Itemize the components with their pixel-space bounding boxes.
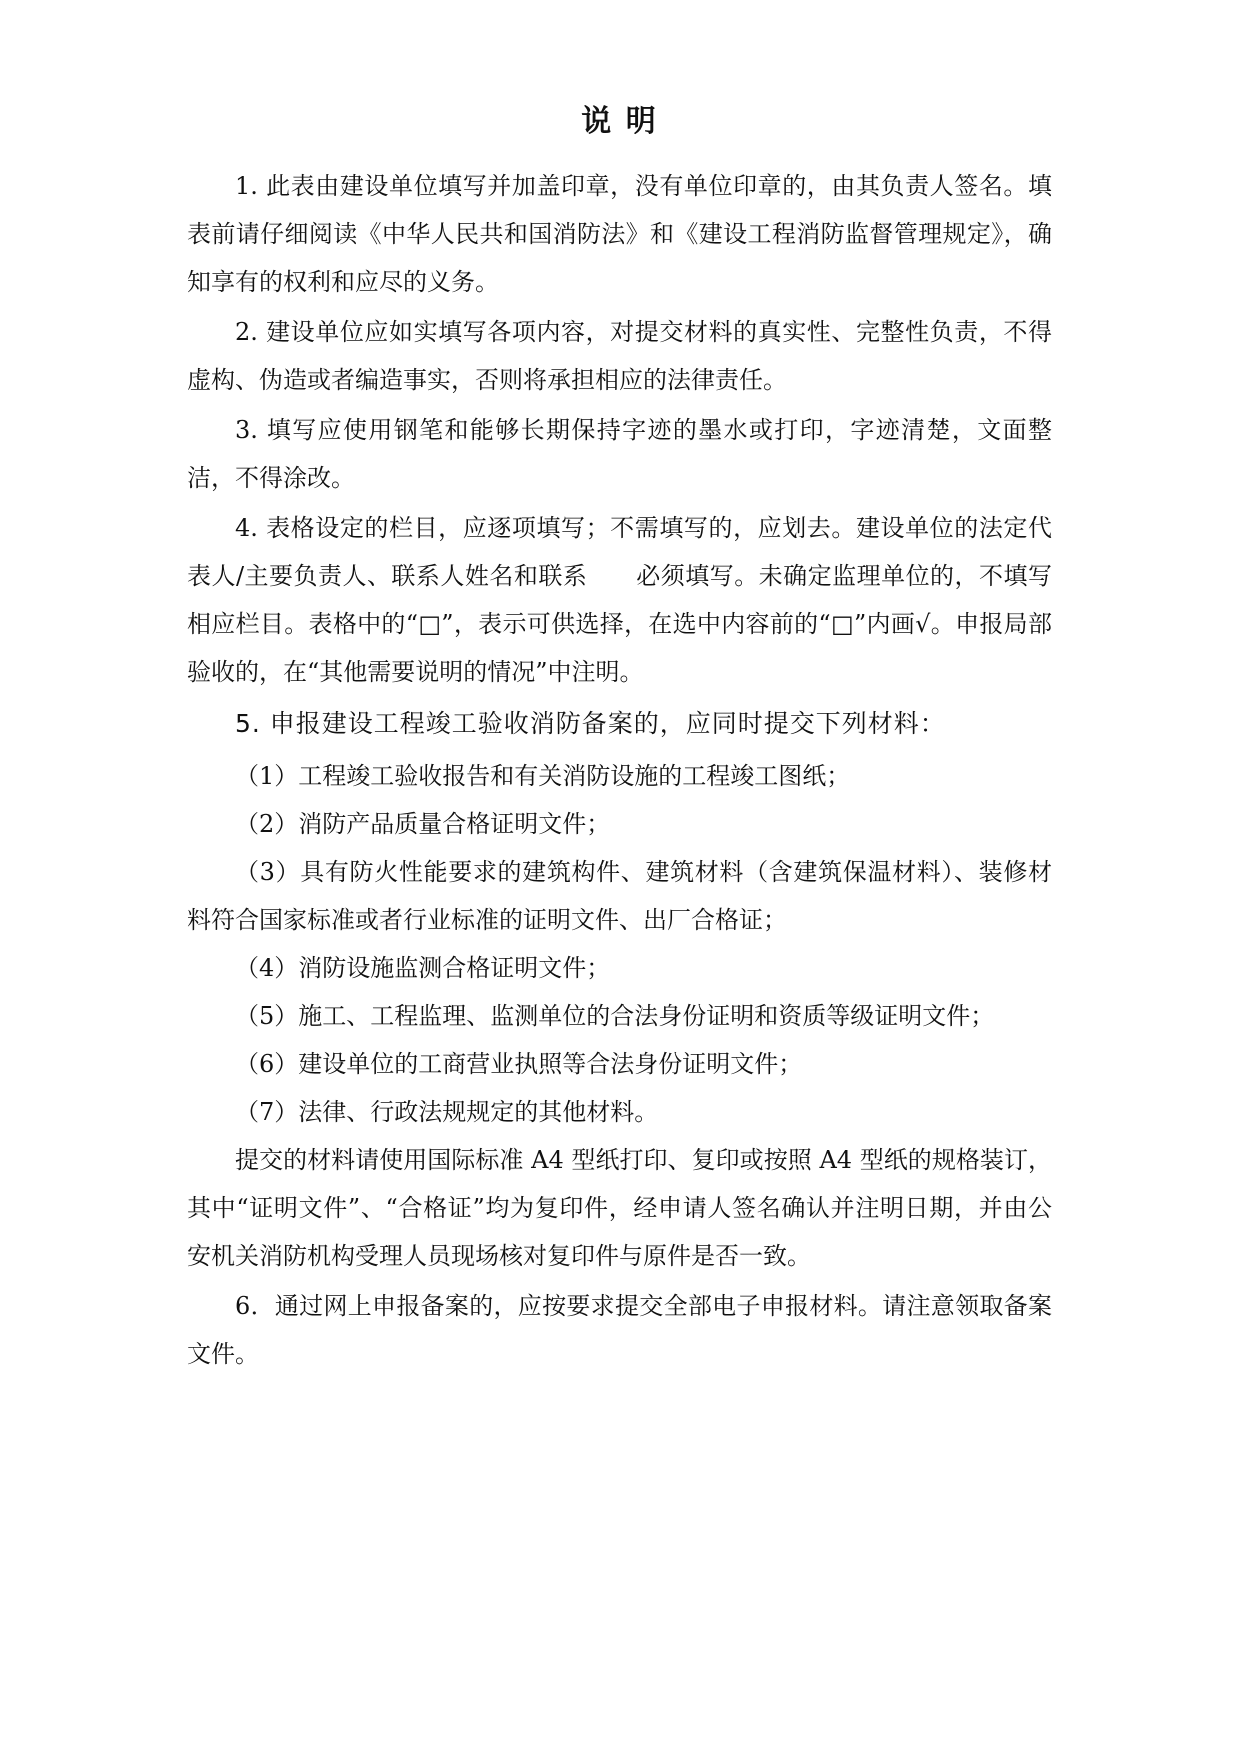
instruction-paragraph-4: 4. 表格设定的栏目，应逐项填写；不需填写的，应划去。建设单位的法定代表人/主要负责人、联系人姓名和联系 必须填写。未确定监理单位的，不填写相应栏目。表格中的“□”，表示可供选择，在选中内容前的“□”内画√。申报局部验收的，在“其他需要说明的情况”中注明。 — [187, 514, 1052, 686]
instruction-paragraph-2: 2. 建设单位应如实填写各项内容，对提交材料的真实性、完整性负责，不得虚构、伪造或者编造事实，否则将承担相应的法律责任。 — [187, 318, 1052, 394]
instruction-paragraph-6: 6．通过网上申报备案的，应按要求提交全部电子申报材料。请注意领取备案文件。 — [187, 1292, 1052, 1368]
instruction-paragraph-3: 3. 填写应使用钢笔和能够长期保持字迹的墨水或打印，字迹清楚，文面整洁，不得涂改。 — [187, 416, 1052, 492]
document-title: 说 明 — [581, 104, 658, 139]
materials-note-paragraph: 提交的材料请使用国际标准 A4 型纸打印、复印或按照 A4 型纸的规格装订，其中“证明文件”、“合格证”均为复印件，经申请人签名确认并注明日期，并由公安机关消防机构受理人员现场核对复印件与原件是否一致。 — [187, 1146, 1052, 1270]
list-item: （4）消防设施监测合格证明文件； — [235, 954, 611, 982]
materials-list — [187, 752, 1052, 1136]
list-item: （6）建设单位的工商营业执照等合法身份证明文件； — [235, 1050, 803, 1078]
document-content — [187, 100, 1052, 1380]
list-item: （7）法律、行政法规规定的其他材料。 — [235, 1098, 659, 1126]
instruction-paragraph-1: 1. 此表由建设单位填写并加盖印章，没有单位印章的，由其负责人签名。填表前请仔细阅读《中华人民共和国消防法》和《建设工程消防监督管理规定》，确知享有的权利和应尽的义务。 — [187, 172, 1052, 296]
list-item: （5）施工、工程监理、监测单位的合法身份证明和资质等级证明文件； — [235, 1002, 995, 1030]
list-item: （1）工程竣工验收报告和有关消防设施的工程竣工图纸； — [235, 762, 851, 790]
list-item: （3）具有防火性能要求的建筑构件、建筑材料（含建筑保温材料）、装修材料符合国家标准或者行业标准的证明文件、出厂合格证； — [187, 858, 1052, 934]
instruction-heading-5: 5. 申报建设工程竣工验收消防备案的，应同时提交下列材料： — [235, 709, 946, 738]
list-item: （2）消防产品质量合格证明文件； — [235, 810, 611, 838]
